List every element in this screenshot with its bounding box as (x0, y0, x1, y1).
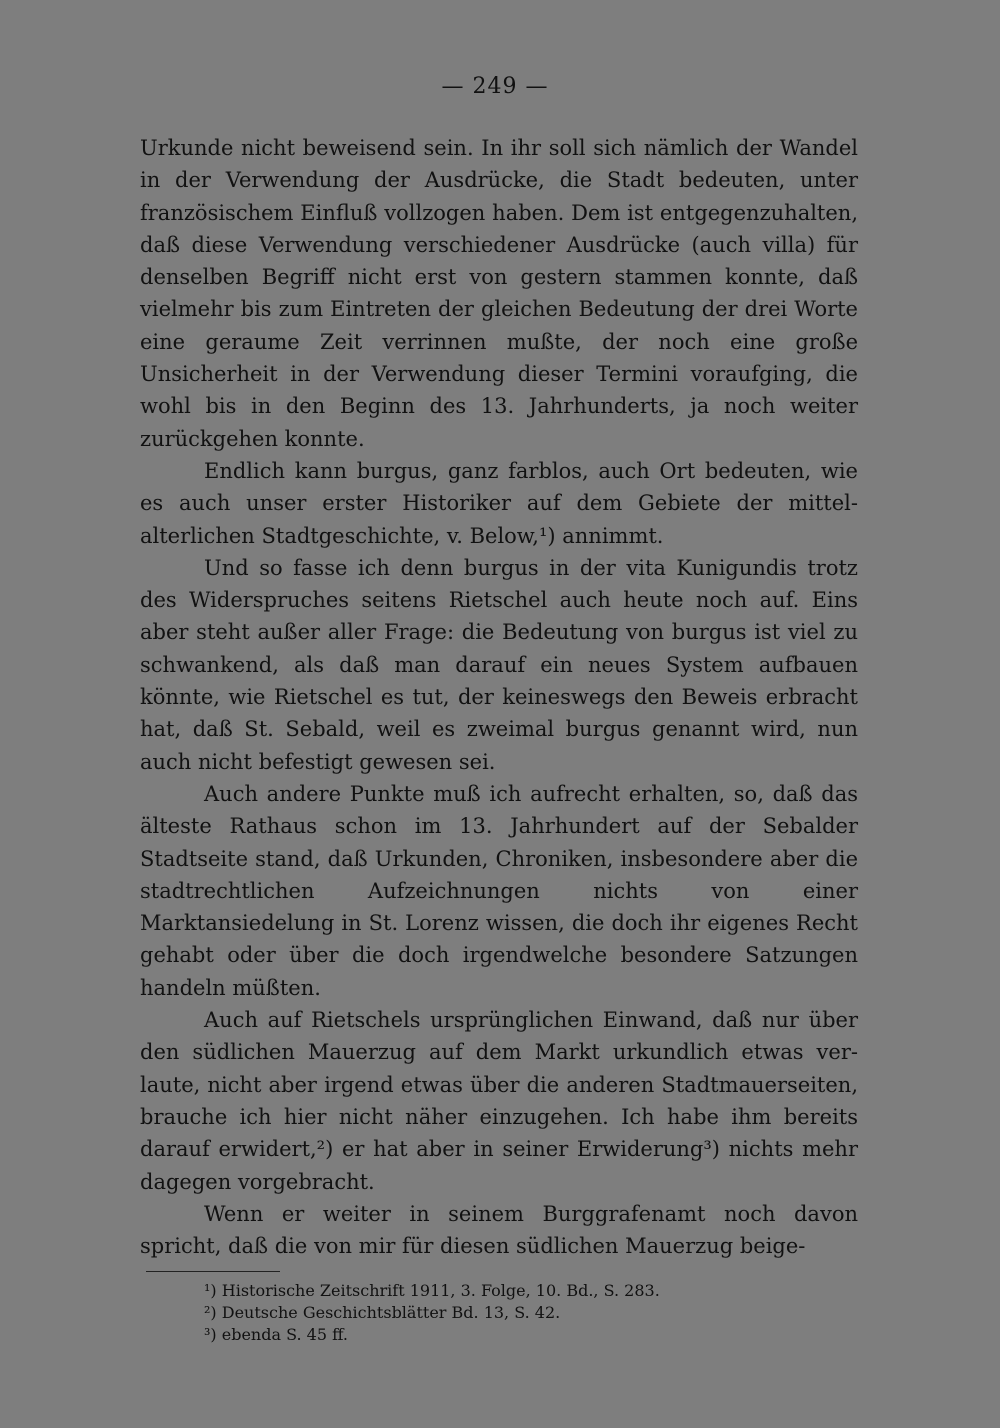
footnote (204, 1280, 844, 1302)
footnote (204, 1324, 844, 1346)
body-text (140, 132, 858, 1262)
paragraph: Urkunde nicht beweisend sein. In ihr soll sich nämlich der Wandel in der Verwendung der Ausdrücke, die Stadt bedeuten, unter französischem Einfluß vollzogen haben. Dem ist entgegenzuhalten, daß diese Verwendung verschiedener Ausdrücke (auch villa) für denselben Begriff nicht erst von gestern stammen konnte, daß vielmehr bis zum Eintreten der gleichen Bedeutung der drei Worte eine geraume Zeit verrinnen mußte, der noch eine große Unsicherheit in der Verwendung dieser Termini voraufging, die wohl bis in den Beginn des 13. Jahrhunderts, ja noch weiter zurückgehen konnte. (140, 136, 858, 451)
paragraph: Wenn er weiter in seinem Burggrafenamt noch davon spricht, daß die von mir für diesen südlichen Mauerzug beige- (140, 1201, 858, 1259)
page-number: — 249 — (441, 74, 549, 99)
paragraph: Endlich kann burgus, ganz farblos, auch Ort bedeuten, wie es auch unser erster Historiker auf dem Gebiete der mittelalterlichen Stadtgeschichte, v. Below,¹) annimmt. (140, 458, 858, 548)
footnote-mark: ³) (204, 1325, 217, 1344)
footnote-text: ebenda S. 45 ff. (221, 1325, 348, 1344)
footnote-mark: ¹) (204, 1281, 217, 1300)
footnote (204, 1302, 844, 1324)
paragraph: Auch auf Rietschels ursprünglichen Einwand, daß nur über den südlichen Mauerzug auf dem Markt urkundlich etwas verlaute, nicht aber irgend etwas über die anderen Stadtmauerseiten, brauche ich hier nicht näher einzugehen. Ich habe ihm bereits darauf erwidert,²) er hat aber in seiner Erwiderung³) nichts mehr dagegen vorgebracht. (140, 1008, 858, 1194)
paragraph: Auch andere Punkte muß ich aufrecht erhalten, so, daß das älteste Rathaus schon im 13. Jahrhundert auf der Sebalder Stadtseite stand, daß Urkunden, Chroniken, insbesondere aber die stadtrechtlichen Aufzeichnungen nichts von einer Marktansiedelung in St. Lorenz wissen, die doch ihr eigenes Recht gehabt oder über die doch irgendwelche besondere Satzungen handeln müßten. (140, 781, 858, 1000)
footnote-mark: ²) (204, 1303, 217, 1322)
footnote-text: Historische Zeitschrift 1911, 3. Folge, 10. Bd., S. 283. (221, 1281, 660, 1300)
footnote-separator (146, 1271, 280, 1272)
footnote-text: Deutsche Geschichtsblätter Bd. 13, S. 42. (221, 1303, 561, 1322)
paragraph: Und so fasse ich denn burgus in der vita Kunigundis trotz des Widerspruches seitens Rietschel auch heute noch auf. Eins aber steht außer aller Frage: die Bedeutung von burgus ist viel zu schwankend, als daß man darauf ein neues System aufbauen könnte, wie Rietschel es tut, der keineswegs den Beweis erbracht hat, daß St. Sebald, weil es zweimal burgus genannt wird, nun auch nicht befestigt gewesen sei. (140, 555, 858, 774)
footnotes (204, 1280, 844, 1346)
